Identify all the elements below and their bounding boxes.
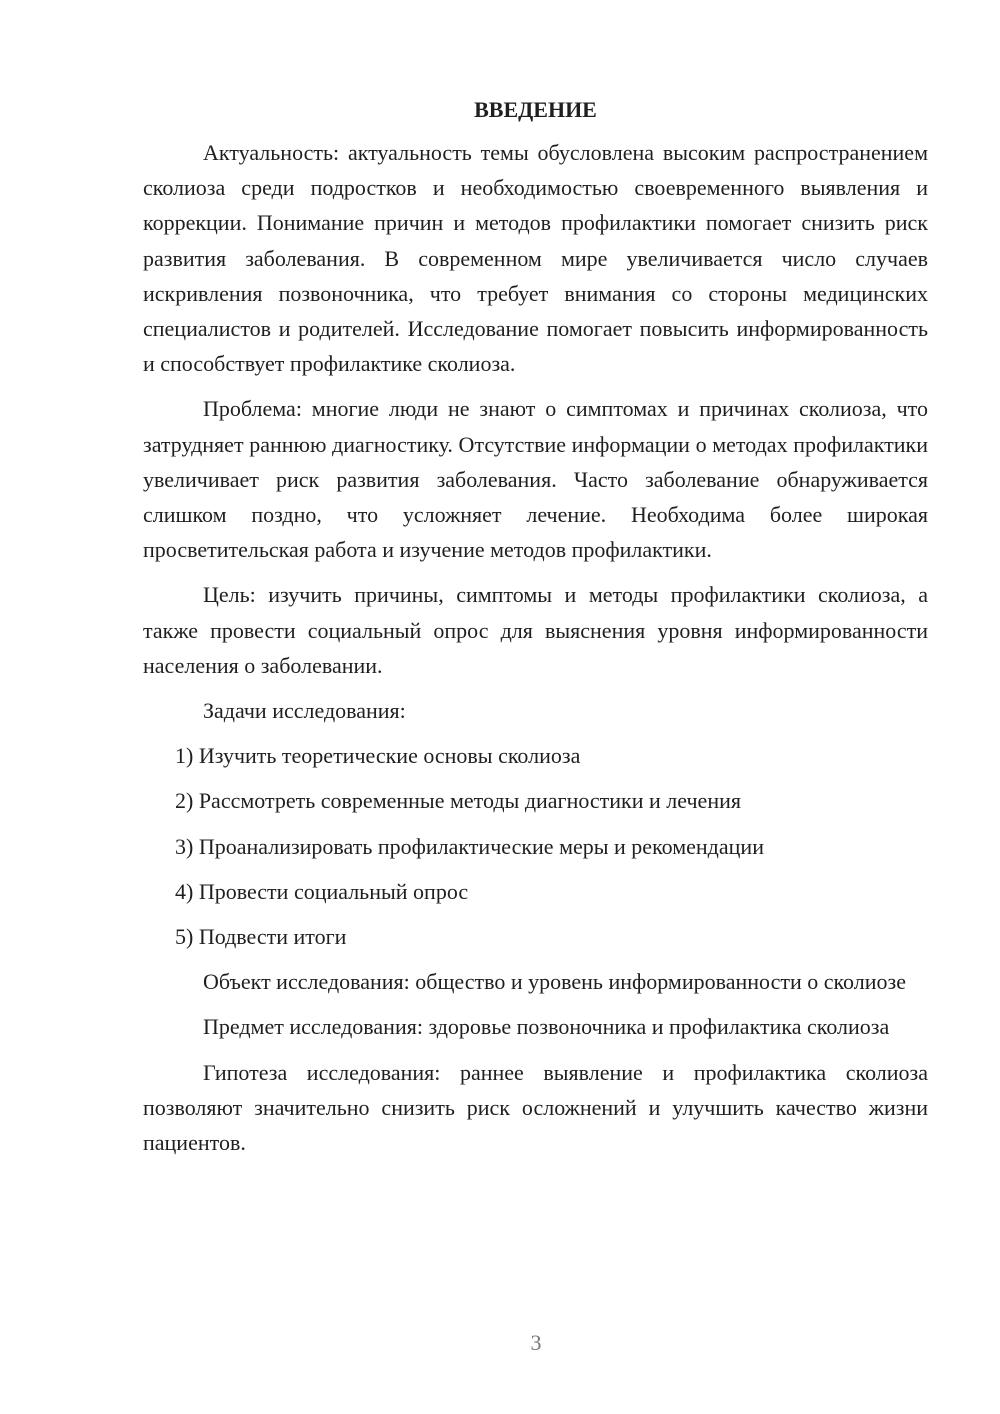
document-page bbox=[143, 92, 928, 1170]
problem-paragraph: Проблема: многие люди не знают о симптомах и причинах сколиоза, что затрудняет раннюю диагностику. Отсутствие информации о методах профилактики увеличивает риск развития заболевания. Часто заболевание обнаруживается слишком поздно, что усложняет лечение. Необходима более широкая просветительская работа и изучение методов профилактики. bbox=[143, 396, 928, 563]
subject-paragraph: Предмет исследования: здоровье позвоночника и профилактика сколиоза bbox=[203, 1014, 890, 1040]
object-paragraph: Объект исследования: общество и уровень информированности о сколиозе bbox=[203, 969, 906, 995]
task-item-1: 1) Изучить теоретические основы сколиоза bbox=[175, 743, 581, 769]
task-item-4: 4) Провести социальный опрос bbox=[175, 878, 469, 904]
relevance-paragraph: Актуальность: актуальность темы обусловлена высоким распространением сколиоза среди подростков и необходимостью своевременного выявления и коррекции. Понимание причин и методов профилактики помогает снизить риск развития заболевания. В современном мире увеличивается число случаев искривления позвоночника, что требует внимания со стороны медицинских специалистов и родителей. Исследование помогает повысить информированность и способствует профилактике сколиоза. bbox=[143, 140, 928, 377]
task-item-5: 5) Подвести итоги bbox=[175, 924, 347, 950]
page-title: ВВЕДЕНИЕ bbox=[474, 97, 597, 122]
page-number: 3 bbox=[530, 1330, 542, 1355]
goal-paragraph: Цель: изучить причины, симптомы и методы профилактики сколиоза, а также провести социальный опрос для выяснения уровня информированности населения о заболевании. bbox=[143, 582, 928, 678]
task-item-3: 3) Проанализировать профилактические меры и рекомендации bbox=[175, 833, 764, 859]
task-item-2: 2) Рассмотреть современные методы диагностики и лечения bbox=[175, 788, 741, 814]
tasks-heading: Задачи исследования: bbox=[203, 698, 406, 724]
tasks-list bbox=[143, 738, 928, 954]
hypothesis-paragraph: Гипотеза исследования: раннее выявление и профилактика сколиоза позволяют значительно снизить риск осложнений и улучшить качество жизни пациентов. bbox=[143, 1059, 928, 1156]
